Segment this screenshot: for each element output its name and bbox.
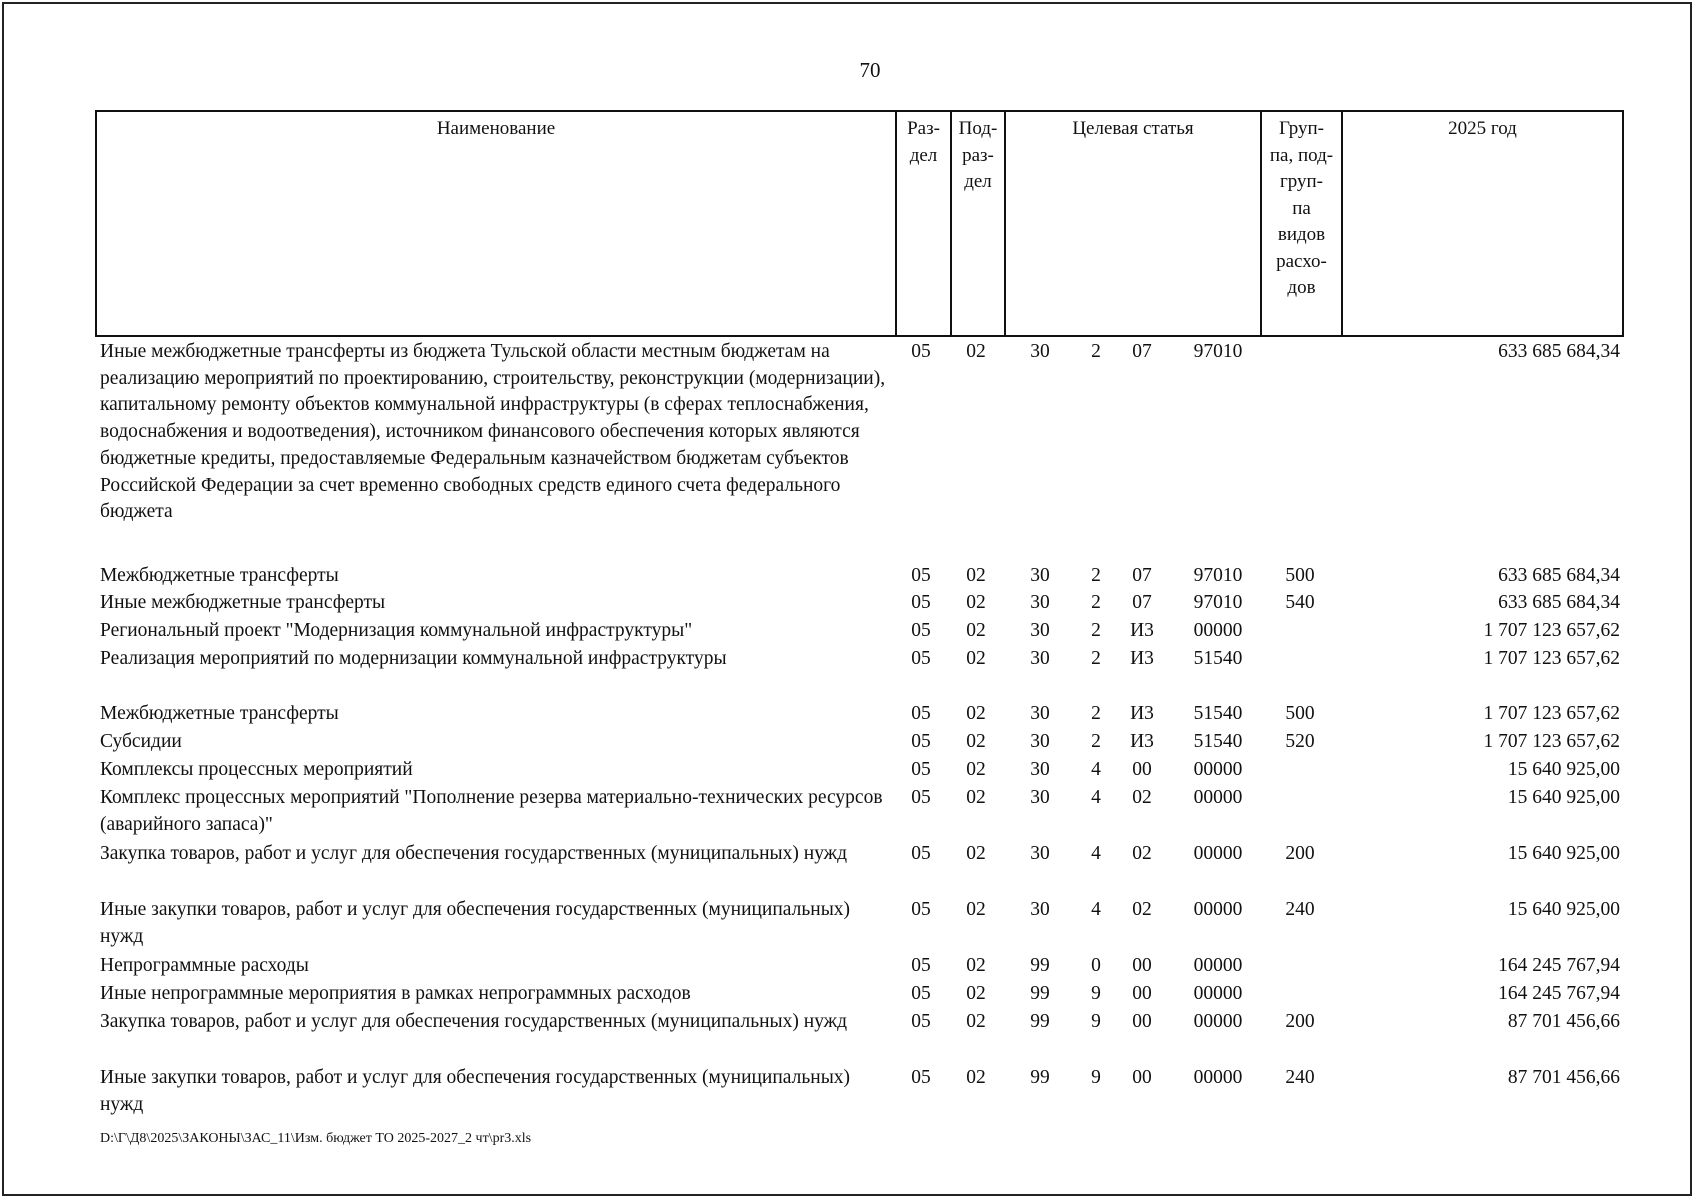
row-statya-direction: 00000 bbox=[1193, 843, 1243, 864]
row-statya-element: И3 bbox=[1130, 620, 1154, 641]
row-podrazdel: 02 bbox=[966, 983, 986, 1004]
row-name: Иные непрограммные мероприятия в рамках непрограммных расходов bbox=[100, 983, 691, 1004]
row-name: Реализация мероприятий по модернизации коммунальной инфраструктуры bbox=[100, 648, 727, 669]
row-podrazdel: 02 bbox=[966, 1067, 986, 1088]
row-sum: 1 707 123 657,62 bbox=[1483, 731, 1620, 752]
row-statya-type: 4 bbox=[1091, 843, 1101, 864]
row-podrazdel: 02 bbox=[966, 592, 986, 613]
row-statya-element: 00 bbox=[1132, 1011, 1152, 1032]
row-statya-element: И3 bbox=[1130, 648, 1154, 669]
row-statya-direction: 97010 bbox=[1193, 565, 1243, 586]
row-sum: 87 701 456,66 bbox=[1507, 1067, 1620, 1088]
row-razdel: 05 bbox=[911, 843, 931, 864]
row-statya-direction: 00000 bbox=[1193, 899, 1243, 920]
row-name: Закупка товаров, работ и услуг для обеспечения государственных (муниципальных) нужд bbox=[100, 1011, 848, 1032]
row-sum: 15 640 925,00 bbox=[1507, 899, 1620, 920]
row-name: Непрограммные расходы bbox=[100, 955, 309, 976]
row-podrazdel: 02 bbox=[966, 341, 986, 362]
row-gruppa: 200 bbox=[1285, 1011, 1315, 1032]
row-statya-direction: 00000 bbox=[1193, 787, 1243, 808]
row-statya-program: 30 bbox=[1030, 899, 1050, 920]
row-statya-type: 4 bbox=[1091, 899, 1101, 920]
row-statya-program: 30 bbox=[1030, 648, 1050, 669]
row-statya-type: 0 bbox=[1091, 955, 1101, 976]
row-podrazdel: 02 bbox=[966, 565, 986, 586]
row-statya-program: 30 bbox=[1030, 787, 1050, 808]
table-header bbox=[95, 110, 1624, 337]
row-statya-direction: 51540 bbox=[1193, 648, 1243, 669]
row-sum: 633 685 684,34 bbox=[1498, 565, 1620, 586]
row-statya-type: 2 bbox=[1091, 648, 1101, 669]
row-podrazdel: 02 bbox=[966, 787, 986, 808]
row-statya-program: 99 bbox=[1030, 955, 1050, 976]
header-name: Наименование bbox=[97, 112, 897, 335]
row-razdel: 05 bbox=[911, 592, 931, 613]
row-gruppa: 240 bbox=[1285, 1067, 1315, 1088]
row-razdel: 05 bbox=[911, 1011, 931, 1032]
row-name: Иные закупки товаров, работ и услуг для обеспечения государственных (муниципальных) нужд bbox=[100, 899, 851, 947]
row-statya-element: 00 bbox=[1132, 983, 1152, 1004]
row-name: Иные межбюджетные трансферты bbox=[100, 592, 386, 613]
row-name: Межбюджетные трансферты bbox=[100, 703, 339, 724]
row-podrazdel: 02 bbox=[966, 620, 986, 641]
header-podrazdel: Под- раз- дел bbox=[952, 112, 1006, 335]
row-statya-element: И3 bbox=[1130, 703, 1154, 724]
row-statya-program: 99 bbox=[1030, 1011, 1050, 1032]
row-razdel: 05 bbox=[911, 759, 931, 780]
header-razdel: Раз- дел bbox=[897, 112, 952, 335]
row-statya-program: 30 bbox=[1030, 703, 1050, 724]
row-statya-program: 30 bbox=[1030, 843, 1050, 864]
header-celevaya-statya: Целевая статья bbox=[1006, 112, 1262, 335]
row-statya-direction: 00000 bbox=[1193, 759, 1243, 780]
row-gruppa: 520 bbox=[1285, 731, 1315, 752]
row-razdel: 05 bbox=[911, 620, 931, 641]
file-path-footer: D:\Г\Д8\2025\ЗАКОНЫ\ЗАС_11\Изм. бюджет ТО 2025-2027_2 чт\pr3.xls bbox=[100, 1131, 532, 1146]
row-razdel: 05 bbox=[911, 787, 931, 808]
row-statya-program: 30 bbox=[1030, 620, 1050, 641]
row-razdel: 05 bbox=[911, 703, 931, 724]
row-gruppa: 500 bbox=[1285, 565, 1315, 586]
row-gruppa: 200 bbox=[1285, 843, 1315, 864]
row-statya-element: 02 bbox=[1132, 899, 1152, 920]
row-statya-type: 9 bbox=[1091, 1067, 1101, 1088]
row-name: Межбюджетные трансферты bbox=[100, 565, 339, 586]
row-podrazdel: 02 bbox=[966, 899, 986, 920]
row-sum: 633 685 684,34 bbox=[1498, 341, 1620, 362]
row-razdel: 05 bbox=[911, 955, 931, 976]
row-podrazdel: 02 bbox=[966, 703, 986, 724]
row-statya-type: 9 bbox=[1091, 983, 1101, 1004]
row-statya-element: 07 bbox=[1132, 565, 1152, 586]
row-razdel: 05 bbox=[911, 341, 931, 362]
row-name: Комплекс процессных мероприятий "Пополнение резерва материально-технических ресурсов (аварийного запаса)" bbox=[100, 787, 883, 835]
row-sum: 15 640 925,00 bbox=[1507, 787, 1620, 808]
row-podrazdel: 02 bbox=[966, 1011, 986, 1032]
row-statya-program: 30 bbox=[1030, 759, 1050, 780]
row-sum: 1 707 123 657,62 bbox=[1483, 703, 1620, 724]
row-statya-type: 2 bbox=[1091, 620, 1101, 641]
row-name: Закупка товаров, работ и услуг для обеспечения государственных (муниципальных) нужд bbox=[100, 843, 848, 864]
row-statya-direction: 00000 bbox=[1193, 955, 1243, 976]
row-gruppa: 240 bbox=[1285, 899, 1315, 920]
row-statya-direction: 00000 bbox=[1193, 620, 1243, 641]
row-sum: 1 707 123 657,62 bbox=[1483, 648, 1620, 669]
row-statya-program: 30 bbox=[1030, 565, 1050, 586]
row-razdel: 05 bbox=[911, 983, 931, 1004]
row-statya-element: 02 bbox=[1132, 843, 1152, 864]
row-gruppa: 500 bbox=[1285, 703, 1315, 724]
row-podrazdel: 02 bbox=[966, 648, 986, 669]
row-statya-type: 2 bbox=[1091, 703, 1101, 724]
row-statya-element: И3 bbox=[1130, 731, 1154, 752]
row-statya-type: 2 bbox=[1091, 565, 1101, 586]
row-podrazdel: 02 bbox=[966, 955, 986, 976]
row-statya-element: 02 bbox=[1132, 787, 1152, 808]
row-name: Иные межбюджетные трансферты из бюджета Тульской области местным бюджетам на реализацию мероприятий по проектированию, строительству, реконструкции (модернизации), капитальному ремонту объектов коммунальной инфраструктуры (в сферах теплоснабжения, водоснабжения и водоотведения), источником финансового обеспечения которых являются бюджетные кредиты, предоставляемые Федеральным казначейством бюджетам субъектов Российской Федерации за счет временно свободных средств единого счета федерального бюджета bbox=[100, 341, 886, 523]
row-statya-program: 30 bbox=[1030, 341, 1050, 362]
row-sum: 633 685 684,34 bbox=[1498, 592, 1620, 613]
row-statya-element: 07 bbox=[1132, 341, 1152, 362]
row-statya-type: 2 bbox=[1091, 341, 1101, 362]
row-statya-program: 30 bbox=[1030, 592, 1050, 613]
row-statya-direction: 97010 bbox=[1193, 341, 1243, 362]
row-statya-element: 07 bbox=[1132, 592, 1152, 613]
row-statya-direction: 00000 bbox=[1193, 983, 1243, 1004]
row-gruppa: 540 bbox=[1285, 592, 1315, 613]
row-statya-program: 99 bbox=[1030, 983, 1050, 1004]
row-name: Иные закупки товаров, работ и услуг для обеспечения государственных (муниципальных) нужд bbox=[100, 1067, 851, 1115]
row-name: Комплексы процессных мероприятий bbox=[100, 759, 413, 780]
row-name: Субсидии bbox=[100, 731, 182, 752]
row-statya-element: 00 bbox=[1132, 1067, 1152, 1088]
row-razdel: 05 bbox=[911, 648, 931, 669]
row-razdel: 05 bbox=[911, 565, 931, 586]
row-podrazdel: 02 bbox=[966, 759, 986, 780]
row-razdel: 05 bbox=[911, 731, 931, 752]
row-statya-type: 4 bbox=[1091, 759, 1101, 780]
row-statya-element: 00 bbox=[1132, 955, 1152, 976]
row-sum: 1 707 123 657,62 bbox=[1483, 620, 1620, 641]
row-statya-element: 00 bbox=[1132, 759, 1152, 780]
header-gruppa: Груп- па, под- груп- па видов расхо- дов bbox=[1262, 112, 1343, 335]
row-statya-type: 4 bbox=[1091, 787, 1101, 808]
row-sum: 15 640 925,00 bbox=[1507, 843, 1620, 864]
row-sum: 87 701 456,66 bbox=[1507, 1011, 1620, 1032]
row-sum: 164 245 767,94 bbox=[1498, 955, 1620, 976]
row-podrazdel: 02 bbox=[966, 731, 986, 752]
row-name: Региональный проект "Модернизация коммунальной инфраструктуры" bbox=[100, 620, 693, 641]
row-podrazdel: 02 bbox=[966, 843, 986, 864]
row-razdel: 05 bbox=[911, 899, 931, 920]
row-statya-type: 2 bbox=[1091, 731, 1101, 752]
row-sum: 15 640 925,00 bbox=[1507, 759, 1620, 780]
row-statya-direction: 00000 bbox=[1193, 1011, 1243, 1032]
row-sum: 164 245 767,94 bbox=[1498, 983, 1620, 1004]
row-statya-program: 99 bbox=[1030, 1067, 1050, 1088]
row-statya-direction: 00000 bbox=[1193, 1067, 1243, 1088]
row-statya-type: 9 bbox=[1091, 1011, 1101, 1032]
row-statya-type: 2 bbox=[1091, 592, 1101, 613]
header-year: 2025 год bbox=[1448, 118, 1517, 139]
row-statya-direction: 51540 bbox=[1193, 731, 1243, 752]
row-statya-program: 30 bbox=[1030, 731, 1050, 752]
page-number: 70 bbox=[859, 58, 881, 82]
row-razdel: 05 bbox=[911, 1067, 931, 1088]
row-statya-direction: 97010 bbox=[1193, 592, 1243, 613]
row-statya-direction: 51540 bbox=[1193, 703, 1243, 724]
